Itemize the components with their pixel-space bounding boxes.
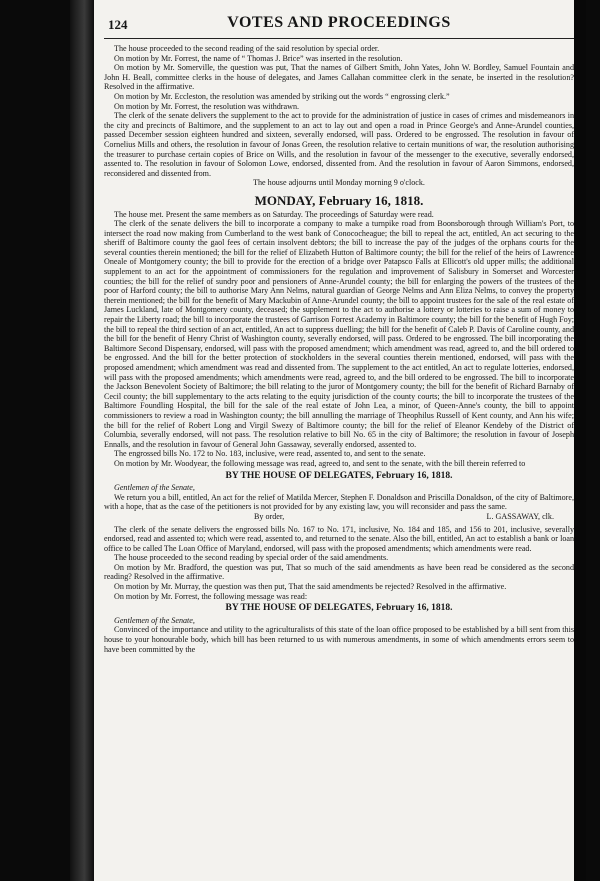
paragraph: On motion by Mr. Forrest, the following message was read: [114, 591, 308, 601]
salutation: Gentlemen of the Senate, [114, 615, 195, 625]
message-body: Convinced of the importance and utility to the agriculturalists of this state of the loan office proposed to be established by a bill sent from this house to your honourable body, which bill has been returned to us with numerous amendments, in some of which amendments errors seem to have been committed by the [104, 625, 574, 654]
page-number: 124 [108, 17, 128, 32]
paragraph: The house proceeded to the second reading by special order of the said amendments. [114, 553, 389, 563]
paragraph: On motion by Mr. Murray, the question was then put, That the said amendments be rejected? Resolved in the affirmative. [114, 582, 507, 592]
paragraph: The house met. Present the same members as on Saturday. The proceedings of Saturday were read. [114, 209, 434, 219]
paragraph: On motion by Mr. Forrest, the name of “ Thomas J. Brice” was inserted in the resolution. [114, 53, 403, 63]
page-edge-shadow [574, 0, 586, 881]
paragraph: On motion by Mr. Bradford, the question was put, That so much of the said amendments as have been read be considered as the second reading? Resolved in the affirmative. [104, 562, 574, 582]
book-page [70, 0, 586, 881]
message-heading: BY THE HOUSE OF DELEGATES, February 16, 1818. [225, 603, 453, 614]
page-binding-shadow [70, 0, 94, 881]
paragraph: On motion by Mr. Eccleston, the resolution was amended by striking out the words “ engrossing clerk.” [114, 91, 450, 101]
paragraph: On motion by Mr. Forrest, the resolution was withdrawn. [114, 101, 300, 111]
running-header [104, 14, 574, 39]
clerk-signature: L. GASSAWAY, clk. [486, 511, 554, 521]
paragraph: The clerk of the senate delivers the engrossed bills No. 167 to No. 171, inclusive, No. 184 and 185, and 156 to 201, inclusive, severally endorsed, read and assented to; which were read, assented to, and returned to the senate. Also the bill, entitled, An act to establish a bank or loan office to be called The Loan Office of Maryland, endorsed, will pass with the proposed amendments; which amendments were read. [104, 524, 574, 553]
running-title: VOTES AND PROCEEDINGS [227, 14, 451, 31]
message-body: We return you a bill, entitled, An act for the relief of Matilda Mercer, Stephen F. Donaldson and Priscilla Donaldson, of the city of Baltimore, with a hope, that as the case of the petitioners is not provided for by any existing law, you will reconsider and pass the same. [104, 492, 574, 512]
adjournment-line: The house adjourns until Monday morning 9 o'clock. [253, 178, 425, 188]
page-content [104, 14, 574, 654]
paragraph: The clerk of the senate delivers the supplement to the act to provide for the administration of justice in cases of crimes and misdemeanors in the city and precincts of Baltimore, and the supplement to an act to lay out and open a road in Prince George's and Anne-Arundel counties, passed December session eighteen hundred and sixteen, severally endorsed, will pass. Ordered to be engrossed. The resolution in favour of Cornelius Mills and others, the resolution in favour of Jonas Green, the resolution relative to certain munitions of war, the resolution authorising the treasurer to purchase certain copies of Brice on Wills, and the resolution in favour of the messenger to the executive, severally endorsed, assented to. The resolution in favour of Solomon Lowe, endorsed, dissented from. And the resolution in favour of Aaron Simmons, endorsed, reconsidered and dissented from. [104, 111, 574, 178]
signature-row [104, 512, 574, 522]
paragraph: The clerk of the senate delivers the bill to incorporate a company to make a turnpike road from Boonsborough through William's Port, to intersect the road now making from Cumberland to the west bank of Conococheague; the bill to repeal the act, entitled, An act securing to the sheriff of Baltimore county the gaol fees of certain insolvent debtors; the bill to increase the pay of the judges of the orphans courts for the several counties therein mentioned; the bill for the relief of Elizabeth Hutton of Baltimore county; the bill for the relief of the heirs of Lawrence Oneale of Montgomery county; the bill to provide for the erection of a bridge over Patapsco Falls at Ellicott's old upper mills; the additional supplement to an act for the appointment of commissioners for the regulation and improvement of Salisbury in Somerset and Worcester counties; the bill for the relief of sundry poor and pensioners of Anne-Arundel county; the bill for enlarging the powers of the trustees of the poor of Harford county; the bill to authorise Mary Ann Nelms, natural guardian of George Nelms and Ann Eliza Nelms, to convey the property therein mentioned; the bill for the benefit of Mary Mackubin of Anne-Arundel county; the bill to appoint trustees for the sale of the real estate of James Luckland, late of Montgomery county, deceased; the supplement to the act to authorise a lottery or lotteries to raise a sum of money to repair the Liberty road; the bill to incorporate the trustees of Garrison Forrest Academy in Baltimore county; the bill for the benefit of Hugh Foy; the bill to repeal the third section of an act, entitled, An act to suppress duelling; the bill for the benefit of Caleb P. Davis of Caroline county, and the bill for the benefit of Henry Christ of Washington county, severally endorsed, will pass. Ordered to be engrossed. The bill incorporating the Baltimore Second Dispensary, endorsed, will pass with the proposed amendment; which amendment was read, agreed to, and the bill ordered to be engrossed. And the bill for the better protection of stockholders in the several counties therein mentioned, endorsed, will pass with the proposed amendment; which amendment was read and dissented from. The supplement to the act entitled, An act to regulate lotteries, endorsed, will pass with the proposed amendments; which amendments were read, agreed to, and the bill ordered to be engrossed. The bill to incorporate the Jackson Benevolent Society of Baltimore; the bill relating to the juror of Montgomery county; the bill for the benefit of Richard Barnaby of Cecil county; the bill supplementary to the acts relating to the equity jurisdiction of the county courts; the bill to incorporate the trustees of the Baltimore Foundling Hospital, the bill for the sale of the real estate of John Lea, a minor, of Queen-Anne's county, the bill to appoint commissioners to review a road in Washington county; the bill annulling the marriage of Theophilus Russell of Kent county, and Ann his wife; the bill for the relief of Robert Long and Virgil Swezy of Baltimore county; the bill for the relief of Eleanor Kendeby of the District of Columbia, severally endorsed, will not pass. The resolution relative to bill No. 65 in the city of Baltimore; the resolution in favour of Joseph Ennalls, and the resolution in favour of General John Gassaway, severally endorsed, assented to. [104, 219, 574, 449]
paragraph: The house proceeded to the second reading of the said resolution by special order. [114, 44, 380, 53]
paragraph: The engrossed bills No. 172 to No. 183, inclusive, were read, assented to, and sent to the senate. [114, 449, 426, 459]
salutation: Gentlemen of the Senate, [114, 483, 195, 493]
by-order-text: By order, [254, 511, 285, 521]
paragraph: On motion by Mr. Somerville, the question was put, That the names of Gilbert Smith, John Yates, John W. Bordley, Samuel Fountain and John H. Beall, committee clerks in the house of delegates, and James Callahan committee clerk in the senate, be inserted in the resolution? Resolved in the affirmative. [104, 63, 574, 92]
paragraph: On motion by Mr. Woodyear, the following message was read, agreed to, and sent to the senate, with the bill therein referred to [114, 458, 526, 468]
message-heading: BY THE HOUSE OF DELEGATES, February 16, 1818. [225, 470, 453, 481]
date-heading: MONDAY, February 16, 1818. [254, 192, 424, 208]
